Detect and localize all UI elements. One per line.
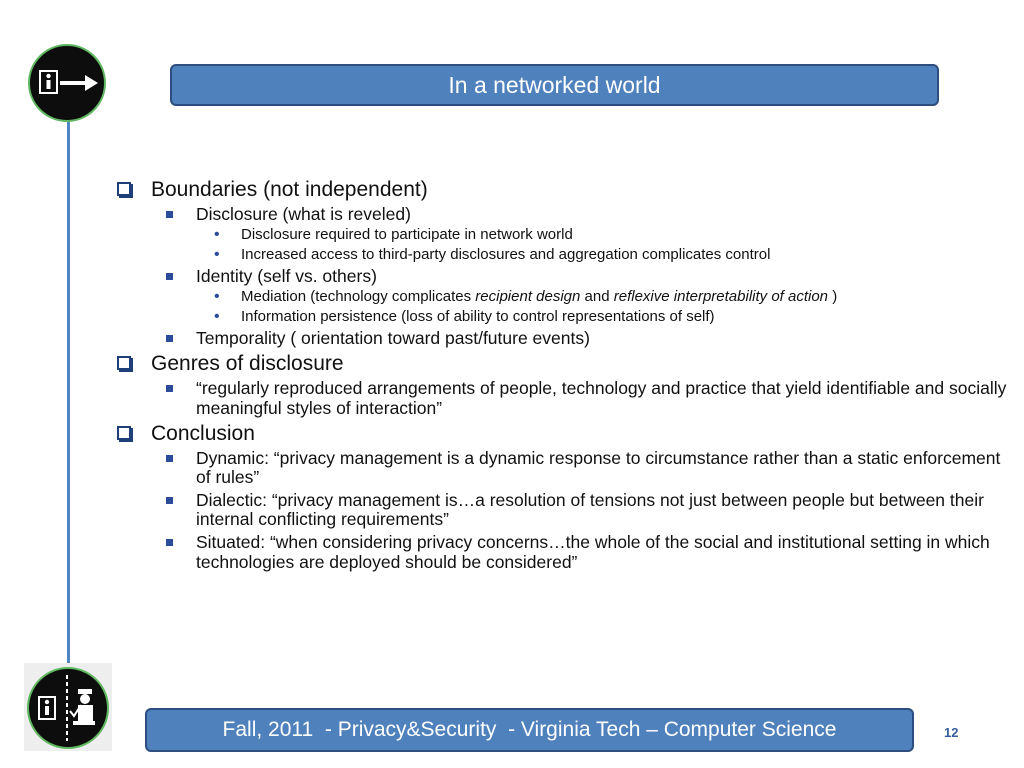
bullet-text: Dynamic: “privacy management is a dynamic response to circumstance rather than a static enforcement of rules”: [196, 447, 1001, 488]
dot-bullet-icon: •: [214, 226, 220, 244]
slide-footer: Fall, 2011 - Privacy&Security - Virginia Tech – Computer Science: [145, 708, 914, 752]
person-guard-icon: [27, 667, 109, 749]
bullet-text: Conclusion: [151, 422, 255, 446]
square-bullet-icon: [166, 273, 173, 280]
list-item: [114, 267, 1019, 287]
dot-bullet-icon: •: [214, 245, 220, 263]
bullet-text: [241, 288, 837, 305]
bullet-text: Disclosure (what is reveled): [196, 203, 411, 224]
bullet-text: Dialectic: “privacy management is…a resolution of tensions not just between people but between their internal conflicting requirements”: [196, 489, 984, 530]
slide-content: [114, 174, 1019, 572]
list-item: [114, 352, 1019, 376]
mediation-emphasis: recipient design: [475, 288, 581, 306]
list-item: [114, 491, 1019, 530]
square-bullet-icon: [166, 211, 173, 218]
list-item: [114, 205, 1019, 225]
bullet-text: Information persistence (loss of ability to control representations of self): [241, 308, 715, 326]
square-bullet-icon: [166, 497, 173, 504]
list-item: [114, 379, 1019, 418]
bullet-text: Increased access to third-party disclosures and aggregation complicates control: [241, 245, 771, 263]
checkbox-bullet-icon: [117, 356, 131, 370]
mediation-emphasis: reflexive interpretability of action: [613, 288, 829, 306]
checkbox-bullet-icon: [117, 426, 131, 440]
slide-title: In a networked world: [170, 64, 939, 106]
bullet-text: Boundaries (not independent): [151, 178, 428, 201]
list-item: [114, 227, 1019, 244]
mediation-text: ): [828, 288, 838, 306]
square-bullet-icon: [166, 385, 173, 392]
list-item: [114, 449, 1019, 488]
mediation-text: Mediation (technology complicates: [241, 288, 476, 306]
list-item: [114, 289, 1019, 306]
bullet-text: Disclosure required to participate in network world: [241, 226, 573, 244]
bullet-text: “regularly reproduced arrangements of people, technology and practice that yield identifiable and socially meaningful styles of interaction”: [196, 378, 1007, 418]
list-item: [114, 329, 1019, 349]
square-bullet-icon: [166, 335, 173, 342]
vertical-rule: [67, 118, 70, 666]
person-arrow-icon: [28, 44, 106, 122]
list-item: [114, 533, 1019, 572]
square-bullet-icon: [166, 539, 173, 546]
page-number: 12: [944, 725, 959, 740]
bullet-text: Genres of disclosure: [151, 352, 344, 376]
bullet-text: Identity (self vs. others): [196, 265, 377, 286]
list-item: [114, 422, 1019, 446]
dot-bullet-icon: •: [214, 288, 220, 306]
bullet-text: Temporality ( orientation toward past/future events): [196, 327, 590, 348]
dot-bullet-icon: •: [214, 308, 220, 326]
checkbox-bullet-icon: [117, 182, 131, 196]
bullet-text: Situated: “when considering privacy concerns…the whole of the social and institutional setting in which technologies are deployed should be considered”: [196, 532, 990, 572]
list-item: [114, 247, 1019, 264]
square-bullet-icon: [166, 455, 173, 462]
list-item: [114, 309, 1019, 326]
list-item: [114, 178, 1019, 202]
mediation-text: and: [580, 288, 614, 306]
